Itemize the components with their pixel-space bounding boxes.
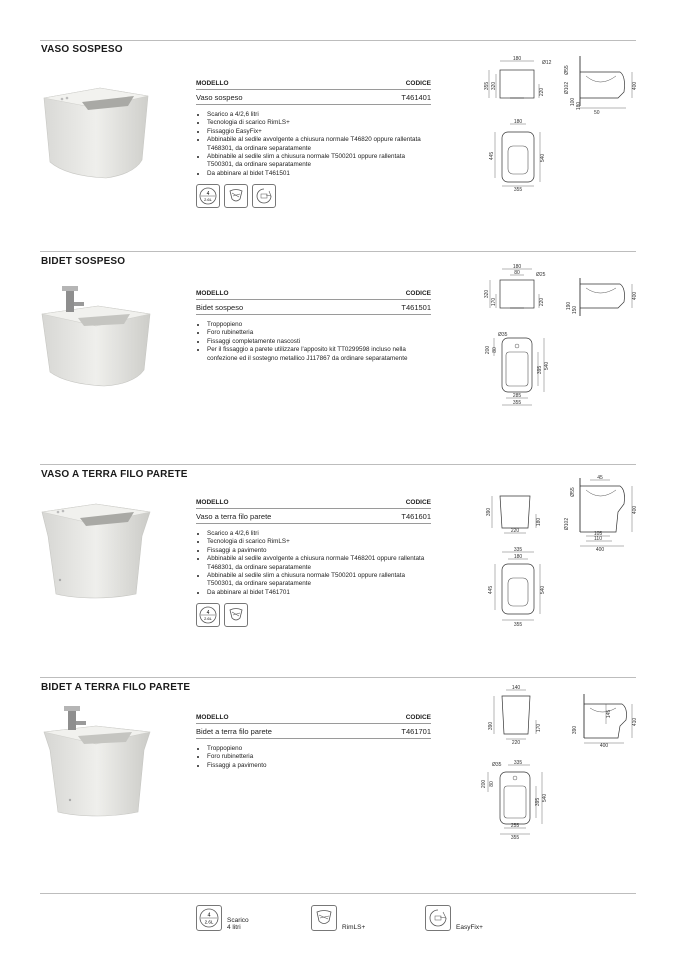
svg-text:180: 180: [576, 101, 582, 111]
svg-text:540: 540: [540, 585, 546, 595]
svg-text:395: 395: [537, 365, 543, 375]
top-view-drawing: [480, 758, 550, 840]
product-code: T461401: [401, 93, 431, 102]
feature-icons: [196, 603, 431, 627]
svg-text:390: 390: [486, 507, 492, 517]
svg-text:Ø35: Ø35: [492, 762, 502, 768]
wall-hung-bidet-image: [38, 284, 156, 390]
legend-easyfix: [425, 905, 483, 931]
svg-text:170: 170: [536, 723, 542, 733]
spec-row: [196, 724, 431, 739]
svg-text:180: 180: [513, 119, 523, 125]
legend-text: 4 litri: [227, 924, 241, 931]
svg-text:Ø55: Ø55: [564, 65, 570, 75]
feature-item: • Scarico a 4/2,6 litri: [207, 530, 431, 538]
feature-item: • Fissaggi a pavimento: [207, 762, 431, 770]
svg-text:4: 4: [206, 191, 210, 198]
svg-text:2.6L: 2.6L: [204, 197, 212, 203]
code-label: CODICE: [405, 499, 431, 506]
svg-text:220: 220: [511, 740, 521, 746]
legend-flush: [196, 905, 249, 931]
feature-item: • Foro rubinetteria: [207, 329, 431, 337]
feature-item: • Per il fissaggio a parete utilizzare l'apposito kit TT0299598 incluso nella confezione ed il sostegno metallico J117867 da ordinare separatamente: [207, 346, 431, 363]
section-divider: [40, 677, 636, 678]
section-title: BIDET SOSPESO: [41, 256, 126, 267]
feature-item: • Abbinabile al sedile slim a chiusura normale T500201 oppure rallentata T500301, da ordinare separatamente: [207, 572, 431, 589]
svg-text:400: 400: [595, 547, 605, 553]
front-view-drawing: [482, 490, 548, 538]
svg-text:170: 170: [491, 297, 497, 307]
flush-4-litri-icon: [196, 905, 222, 931]
spec-header: [196, 714, 431, 724]
svg-text:390: 390: [572, 725, 578, 735]
svg-text:355: 355: [513, 622, 523, 628]
model-label: MODELLO: [196, 80, 229, 87]
wall-hung-wc-image: [36, 82, 156, 182]
side-view-drawing: [560, 474, 640, 552]
section-title: VASO SOSPESO: [41, 44, 123, 55]
feature-item: • Fissaggi a pavimento: [207, 547, 431, 555]
svg-text:Ø102: Ø102: [564, 81, 570, 95]
svg-text:80: 80: [514, 270, 520, 276]
feature-item: • Da abbinare al bidet T461501: [207, 170, 431, 178]
svg-text:180: 180: [513, 554, 523, 560]
flush-4-litri-icon: [196, 603, 220, 627]
svg-text:4: 4: [206, 610, 210, 617]
svg-text:390: 390: [488, 721, 494, 731]
svg-text:100: 100: [570, 97, 576, 107]
spec-table: [196, 80, 431, 208]
product-code: T461701: [401, 727, 431, 736]
model-label: MODELLO: [196, 714, 229, 721]
section-title: VASO A TERRA FILO PARETE: [41, 469, 188, 480]
svg-text:Ø55: Ø55: [570, 487, 576, 497]
svg-text:400: 400: [632, 505, 638, 515]
model-name: Bidet sospeso: [196, 303, 244, 312]
feature-icons: [196, 184, 431, 208]
svg-text:50: 50: [594, 110, 600, 116]
svg-text:220: 220: [539, 87, 545, 97]
floor-standing-bidet-image: [40, 704, 156, 818]
rimls-icon: [224, 184, 248, 208]
rimls-icon: [311, 905, 337, 931]
front-view-drawing: [482, 686, 548, 746]
top-view-drawing: [488, 120, 548, 192]
section-title: BIDET A TERRA FILO PARETE: [41, 682, 191, 693]
svg-text:320: 320: [491, 81, 497, 91]
svg-text:2.6L: 2.6L: [204, 919, 214, 925]
svg-text:180: 180: [512, 264, 522, 270]
product-code: T461501: [401, 303, 431, 312]
svg-text:445: 445: [489, 151, 495, 161]
spec-header: [196, 290, 431, 300]
legend-text: RimLS+: [342, 924, 366, 931]
side-view-drawing: [562, 276, 640, 320]
front-view-drawing: [480, 264, 550, 316]
easyfix-icon: [425, 905, 451, 931]
svg-text:540: 540: [544, 361, 550, 371]
model-name: Vaso sospeso: [196, 93, 243, 102]
feature-item: • Scarico a 4/2,6 litri: [207, 111, 431, 119]
side-view-drawing: [560, 54, 640, 116]
spec-row: [196, 90, 431, 105]
easyfix-icon: [252, 184, 276, 208]
feature-item: • Abbinabile al sedile slim a chiusura normale T500201 oppure rallentata T500301, da ordinare separatamente: [207, 153, 431, 170]
spec-row: [196, 509, 431, 524]
svg-text:180: 180: [536, 517, 542, 527]
feature-item: • Da abbinare al bidet T461701: [207, 589, 431, 597]
feature-list: [196, 530, 431, 597]
svg-text:110: 110: [594, 536, 602, 542]
legend-text: Scarico: [227, 917, 249, 924]
svg-text:255: 255: [510, 823, 520, 829]
svg-text:140: 140: [511, 685, 521, 691]
feature-list: [196, 111, 431, 178]
svg-text:355: 355: [512, 400, 522, 406]
svg-text:Ø35: Ø35: [498, 332, 508, 338]
spec-header: [196, 80, 431, 90]
svg-text:285: 285: [512, 393, 522, 399]
flush-4-litri-icon: [196, 184, 220, 208]
feature-list: [196, 321, 431, 363]
section-divider: [40, 40, 636, 41]
product-code: T461601: [401, 512, 431, 521]
code-label: CODICE: [405, 290, 431, 297]
code-label: CODICE: [405, 714, 431, 721]
spec-table: [196, 714, 431, 770]
svg-text:45: 45: [597, 475, 603, 481]
svg-text:395: 395: [535, 797, 541, 807]
feature-item: • Foro rubinetteria: [207, 753, 431, 761]
svg-text:200: 200: [485, 345, 491, 355]
model-name: Vaso a terra filo parete: [196, 512, 272, 521]
section-divider: [40, 464, 636, 465]
svg-text:Ø102: Ø102: [564, 517, 570, 531]
feature-item: • Tecnologia di scarico RimLS+: [207, 538, 431, 546]
model-label: MODELLO: [196, 499, 229, 506]
svg-text:2.6L: 2.6L: [204, 616, 212, 622]
svg-text:445: 445: [488, 585, 494, 595]
feature-item: • Fissaggi completamente nascosti: [207, 338, 431, 346]
rimls-icon: [224, 603, 248, 627]
svg-text:220: 220: [510, 528, 520, 534]
front-view-drawing: [480, 56, 550, 108]
section-divider: [40, 251, 636, 252]
side-view-drawing: [566, 690, 640, 748]
feature-item: • Troppopieno: [207, 321, 431, 329]
floor-standing-wc-image: [36, 500, 156, 600]
feature-list: [196, 745, 431, 770]
svg-text:4: 4: [207, 912, 211, 919]
svg-text:190: 190: [566, 301, 572, 311]
svg-text:355: 355: [510, 835, 520, 841]
svg-text:180: 180: [512, 56, 522, 62]
svg-text:400: 400: [599, 743, 609, 749]
svg-text:145: 145: [606, 709, 612, 719]
svg-text:355: 355: [513, 187, 523, 193]
code-label: CODICE: [405, 80, 431, 87]
svg-text:150: 150: [572, 305, 578, 315]
model-label: MODELLO: [196, 290, 229, 297]
spec-table: [196, 499, 431, 627]
svg-text:355: 355: [484, 81, 490, 91]
legend-text: EasyFix+: [456, 924, 483, 931]
feature-item: • Troppopieno: [207, 745, 431, 753]
svg-text:Ø12: Ø12: [542, 60, 552, 66]
svg-text:540: 540: [542, 793, 548, 803]
svg-text:400: 400: [632, 81, 638, 91]
svg-text:80: 80: [489, 781, 495, 787]
svg-text:540: 540: [540, 153, 546, 163]
feature-item: • Fissaggio EasyFix+: [207, 128, 431, 136]
svg-text:200: 200: [481, 779, 487, 789]
legend-flush-label: [227, 917, 249, 931]
legend-rimls: [311, 905, 365, 931]
legend-divider: [40, 893, 636, 894]
spec-header: [196, 499, 431, 509]
feature-item: • Abbinabile al sedile avvolgente a chiusura normale T46820 oppure rallentata T468301, da ordinare separatamente: [207, 136, 431, 153]
spec-table: [196, 290, 431, 363]
svg-text:410: 410: [632, 717, 638, 727]
svg-text:400: 400: [632, 291, 638, 301]
svg-text:80: 80: [492, 347, 498, 353]
svg-text:105: 105: [593, 531, 603, 537]
model-name: Bidet a terra filo parete: [196, 727, 272, 736]
svg-text:335: 335: [513, 760, 523, 766]
svg-text:220: 220: [539, 297, 545, 307]
svg-text:Ø25: Ø25: [536, 272, 546, 278]
top-view-drawing: [484, 328, 550, 410]
feature-item: • Abbinabile al sedile avvolgente a chiusura normale T468201 oppure rallentata T468301, da ordinare separatamente: [207, 555, 431, 572]
feature-item: • Tecnologia di scarico RimLS+: [207, 119, 431, 127]
top-view-drawing: [486, 548, 550, 628]
spec-row: [196, 300, 431, 315]
svg-text:335: 335: [513, 547, 523, 553]
svg-text:320: 320: [484, 289, 490, 299]
